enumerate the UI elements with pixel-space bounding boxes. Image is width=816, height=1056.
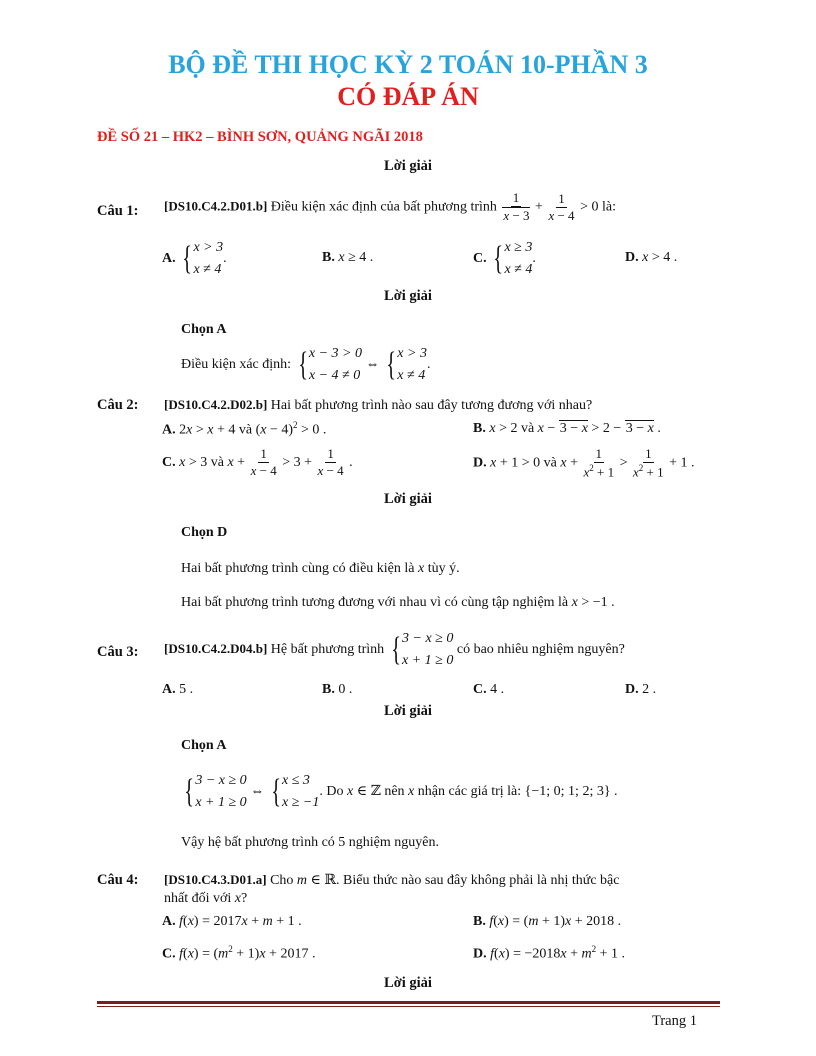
option-a[interactable]: A. 2x > x + 4 và $(x - 4)^2 > 0$ . <box>162 420 327 438</box>
question-label: Câu 4: <box>97 872 139 888</box>
question-text: Hai bất phương trình nào sau đây tương đương với nhau? <box>270 398 593 413</box>
math-system: { x − 3 > 0 x − 4 ≠ 0 <box>297 345 362 383</box>
question-3 <box>97 644 139 661</box>
option-d[interactable]: D. x + 1 > 0 và x + $\frac{1}{x^2 + 1}$ > $\frac{1}{x^2 + 1}$ + 1 . <box>473 446 695 480</box>
option-a[interactable]: A. f(x) = 2017x + m + 1 . <box>162 914 302 929</box>
solution-text: Hai bất phương trình cùng có điều kiện là x tùy ý. <box>181 561 460 576</box>
question-label: Câu 1: <box>97 203 139 219</box>
answer-choice: Chọn A <box>181 738 227 753</box>
math-fraction: $\frac{1}{x - 4}$ <box>548 190 575 223</box>
question-label: Câu 3: <box>97 644 139 660</box>
math-system: { x ≥ 3 x ≠ 4 <box>493 239 533 277</box>
solution-heading: Lời giải <box>384 491 432 507</box>
math-fraction: $\frac{1}{x - 3}$ <box>503 190 530 224</box>
footer-rule-thin <box>97 1006 720 1007</box>
document-title: BỘ ĐỀ THI HỌC KỲ 2 TOÁN 10-PHẦN 3 <box>168 50 648 79</box>
question-4 <box>97 872 139 889</box>
math-system: { x > 3 x ≠ 4 <box>182 239 224 277</box>
question-2-stem <box>164 397 592 414</box>
solution-text: Hai bất phương trình tương đương với nhau vì có cùng tập nghiệm là x > −1 . <box>181 595 615 610</box>
document-subtitle: CÓ ĐÁP ÁN <box>337 82 479 111</box>
math-system: { 3 − x ≥ 0 x + 1 ≥ 0 <box>184 772 247 810</box>
solution-text: Điều kiện xác định: { x − 3 > 0 x − 4 ≠ 0 ⇔ { x > 3 x ≠ 4 . <box>181 343 430 386</box>
question-tag: [DS10.C4.2.D04.b] <box>164 640 268 656</box>
question-1 <box>97 203 139 220</box>
option-a[interactable]: A. { x > 3 x ≠ 4 . <box>162 237 227 280</box>
option-d[interactable]: D. 2 . <box>625 682 657 697</box>
option-a[interactable]: A. 5 . <box>162 682 194 697</box>
solution-text: { 3 − x ≥ 0 x + 1 ≥ 0 ⇔ { x ≤ 3 x ≥ −1 . Do x ∈ ℤ nên x nhận các giá trị là: {−1; 0; 1; 2; 3} . <box>181 770 618 813</box>
option-d[interactable]: D. $f(x) = -2018x + m^2 + 1$ . <box>473 944 626 962</box>
exam-section-heading: ĐỀ SỐ 21 – HK2 – BÌNH SƠN, QUẢNG NGÃI 2018 <box>97 129 423 145</box>
solution-heading: Lời giải <box>384 158 432 174</box>
option-d[interactable]: D. x > 4 . <box>625 250 678 265</box>
option-b[interactable]: B. x ≥ 4 . <box>322 250 374 265</box>
option-b[interactable]: B. x > 2 và x − 3 − x > 2 − 3 − x . <box>473 421 661 436</box>
option-c[interactable]: C. { x ≥ 3 x ≠ 4 . <box>473 237 536 280</box>
math-system: { x ≤ 3 x ≥ −1 <box>270 772 320 810</box>
page-number: Trang 1 <box>652 1013 697 1029</box>
question-3-stem: [DS10.C4.2.D04.b] Hệ bất phương trình { 3 − x ≥ 0 x + 1 ≥ 0 có bao nhiêu nghiệm nguyên? <box>164 628 625 671</box>
question-tag: [DS10.C4.3.D01.a] <box>164 872 267 887</box>
question-tag: [DS10.C4.2.D02.b] <box>164 397 268 412</box>
math-system: { x > 3 x ≠ 4 <box>386 345 427 383</box>
option-b[interactable]: B. 0 . <box>322 682 353 697</box>
footer-rule <box>97 1001 720 1004</box>
question-4-stem: [DS10.C4.3.D01.a] Cho m ∈ ℝ. Biểu thức nào sau đây không phải là nhị thức bậc <box>164 872 620 888</box>
answer-choice: Chọn D <box>181 525 228 540</box>
question-text: Điều kiện xác định của bất phương trình <box>270 199 497 215</box>
question-text-tail: là: <box>601 199 616 215</box>
question-tag: [DS10.C4.2.D01.b] <box>164 198 268 214</box>
option-c[interactable]: C. 4 . <box>473 682 505 697</box>
question-4-stem-cont: nhất đối với x? <box>164 891 248 906</box>
question-2 <box>97 397 139 414</box>
solution-conclusion: Vậy hệ bất phương trình có 5 nghiệm nguyên. <box>181 835 439 850</box>
solution-heading: Lời giải <box>384 288 432 304</box>
option-b[interactable]: B. f(x) = (m + 1)x + 2018 . <box>473 914 622 929</box>
question-1-stem: [DS10.C4.2.D01.b] Điều kiện xác định của bất phương trình $\frac{1}{x - 3}$ + $\frac{1}{x - 4}$ > 0 là: <box>164 190 616 224</box>
option-c[interactable]: C. x > 3 và x + $\frac{1}{x - 4}$ > 3 + $\frac{1}{x - 4}$ . <box>162 446 353 479</box>
math-system: { 3 − x ≥ 0 x + 1 ≥ 0 <box>390 630 454 668</box>
option-c[interactable]: C. $f(x) = (m^2 + 1)x + 2017$ . <box>162 944 316 962</box>
answer-choice: Chọn A <box>181 322 227 337</box>
solution-heading: Lời giải <box>384 703 432 719</box>
question-label: Câu 2: <box>97 397 139 413</box>
solution-heading: Lời giải <box>384 975 432 991</box>
